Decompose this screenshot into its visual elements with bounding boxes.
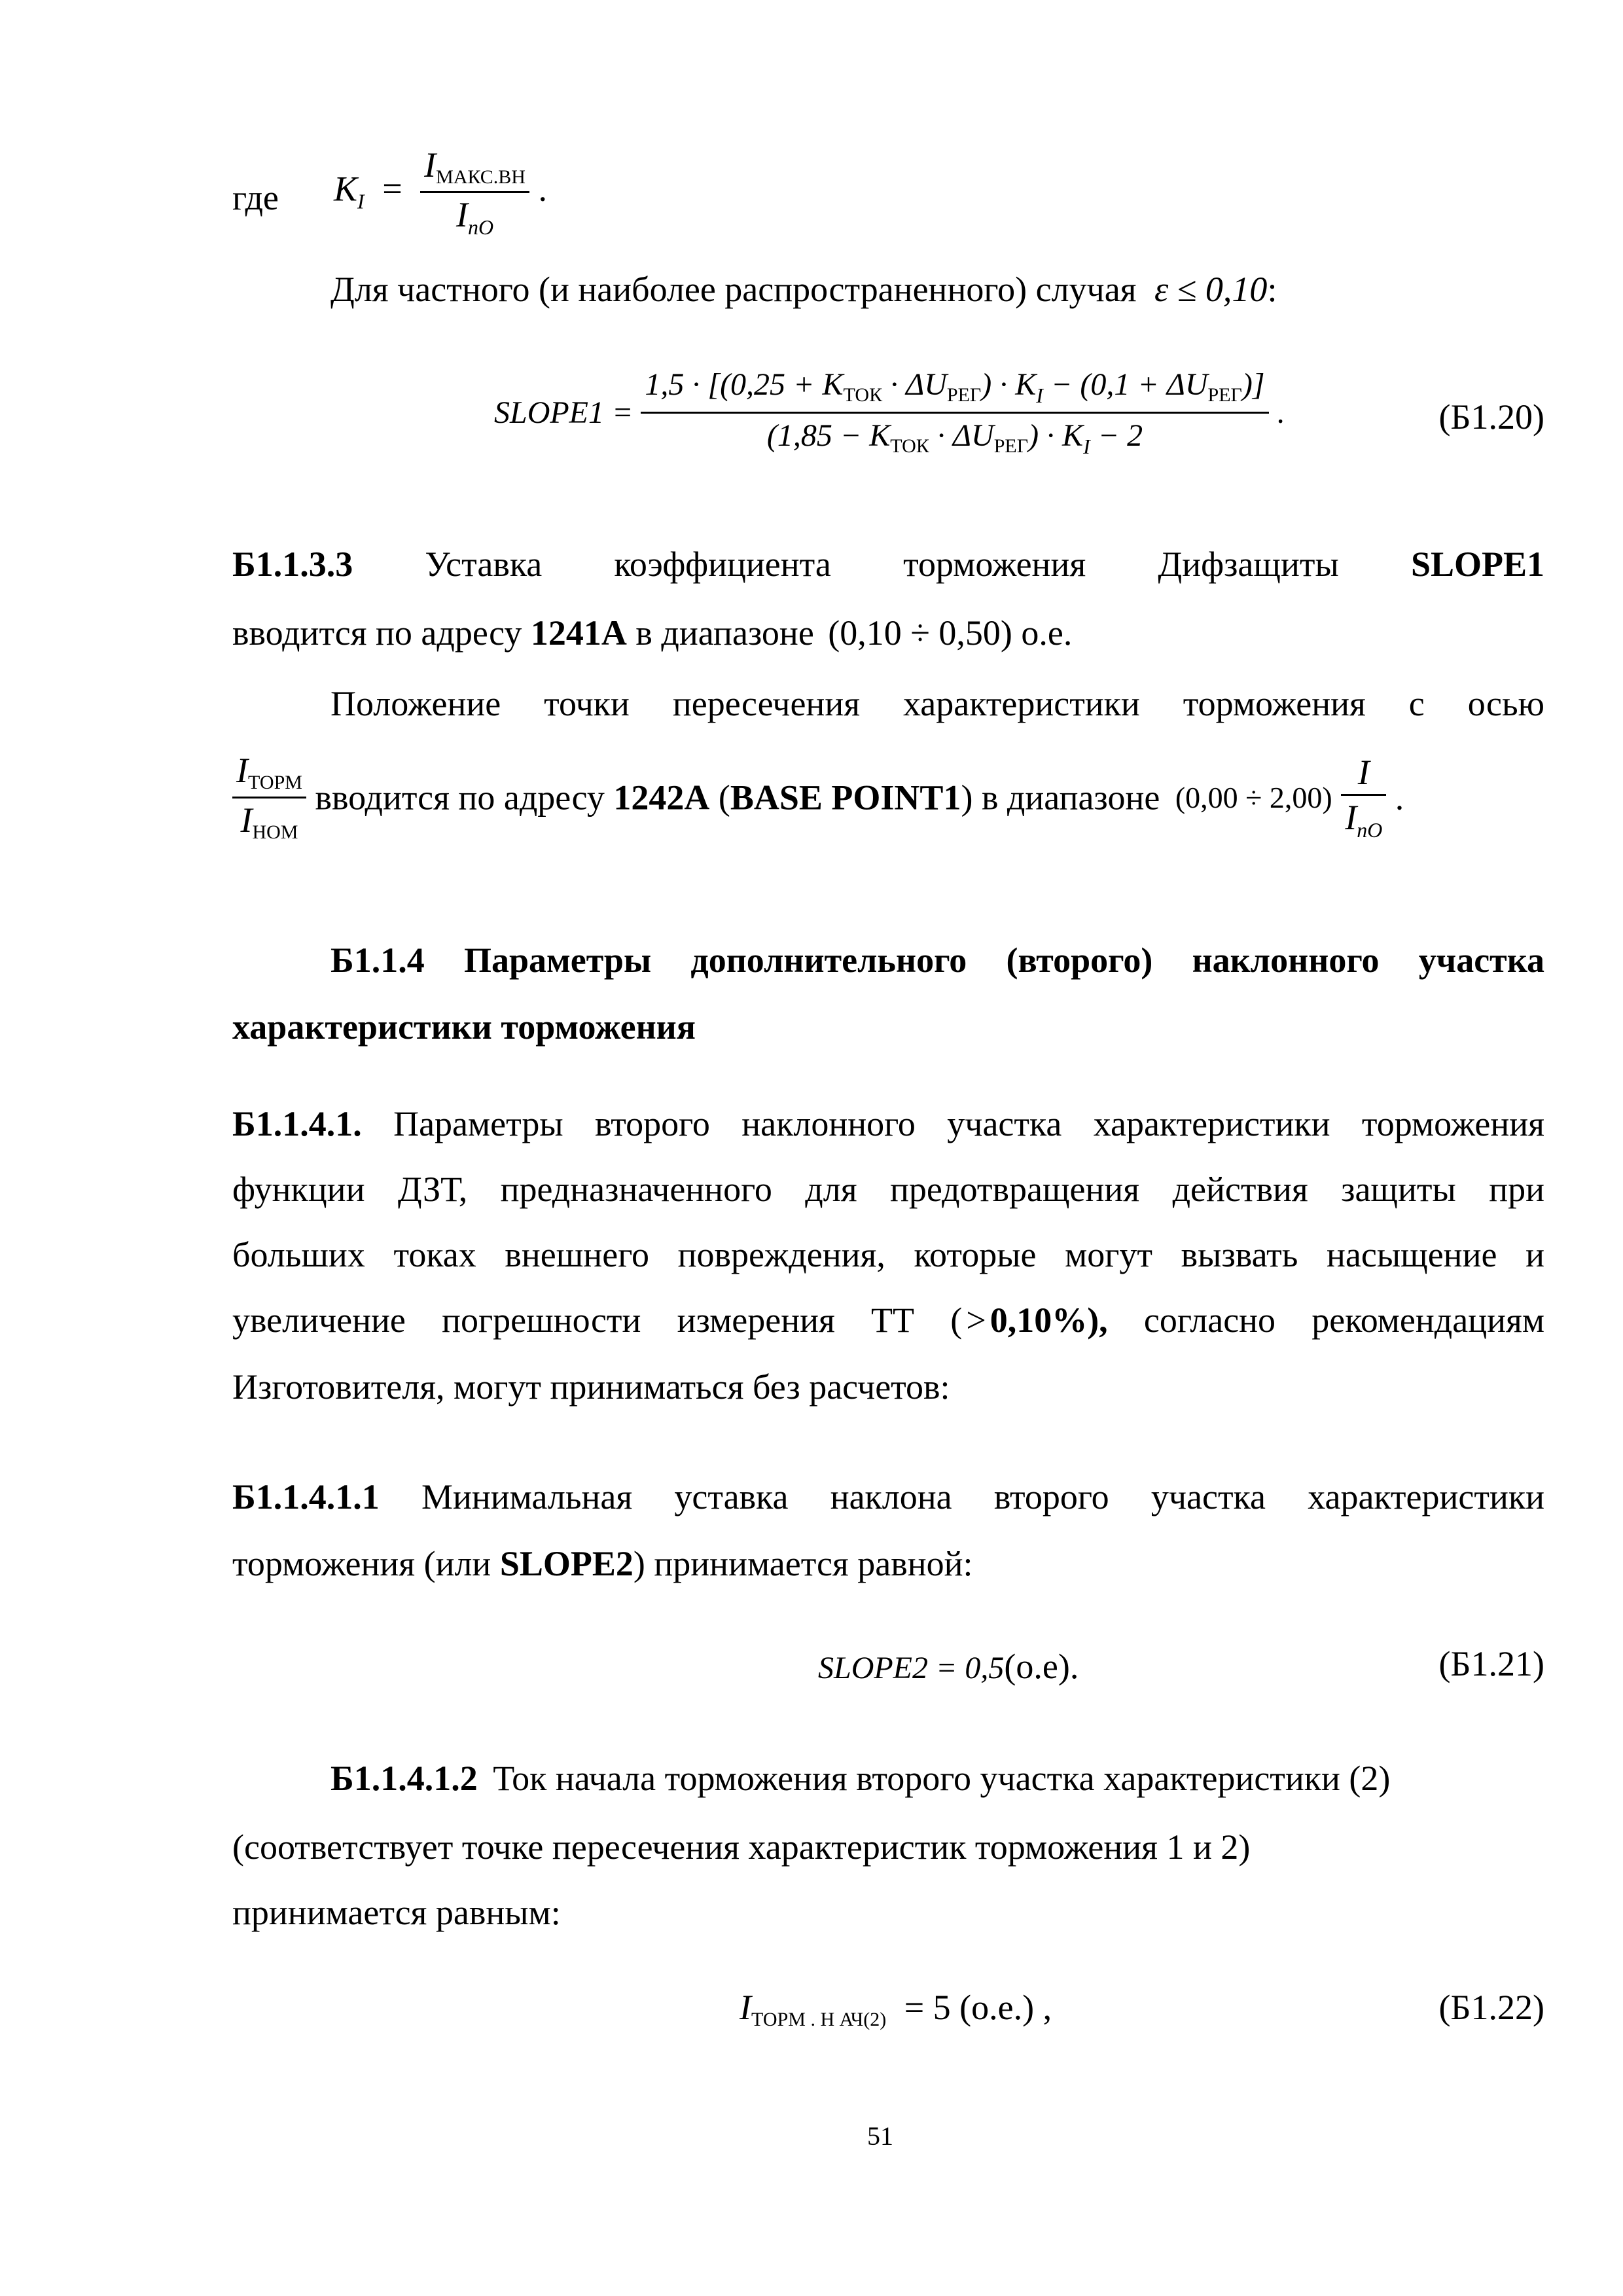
point-name: BASE POINT1 bbox=[730, 778, 961, 817]
s11412-line1: Б1.1.4.1.2 Ток начала торможения второго участка характеристики (2) bbox=[330, 1759, 1391, 1798]
s1133-text: Уставка коэффициента торможения Дифзащиты bbox=[425, 545, 1339, 584]
ki-formula bbox=[334, 147, 547, 238]
s11411-line2: торможения (или SLOPE2) принимается равной: bbox=[232, 1544, 973, 1583]
case-condition: ε ≤ 0,10 bbox=[1154, 270, 1268, 309]
formula-b1-21 bbox=[818, 1646, 1079, 1687]
case-text: Для частного (и наиболее распространенного) случая bbox=[330, 270, 1137, 309]
slope1-denominator: $(1,85 - K_{ТОК} \cdot \Delta U_{РЕГ}) \cdot K_I - 2$ bbox=[766, 418, 1143, 458]
s1133-unit: о.е. bbox=[1021, 613, 1073, 653]
itorm-sub: ТОРМ . Н АЧ(2) bbox=[751, 2009, 887, 2030]
s1141-line5: Изготовителя, могут приниматься без расчетов: bbox=[232, 1367, 950, 1407]
s11411-number: Б1.1.4.1.1 bbox=[232, 1477, 380, 1516]
s1133-line1 bbox=[232, 547, 1544, 582]
s1133-range: (0,10 ÷ 0,50) bbox=[828, 613, 1012, 653]
heading-b1-1-4-line1: Б1.1.4 Параметры дополнительного (второго) наклонного участка bbox=[330, 941, 1544, 980]
slope2-unit: (о.е). bbox=[1004, 1647, 1079, 1686]
ki-dot: . bbox=[538, 169, 547, 209]
s1141-threshold: 0,10% bbox=[990, 1300, 1088, 1340]
ki-den-sub: nO bbox=[467, 215, 494, 239]
s1141-line1: Б1.1.4.1. Параметры второго наклонного участка характеристики торможения bbox=[232, 1104, 1545, 1143]
formula-b1-20 bbox=[494, 367, 1285, 459]
formula-b1-22 bbox=[740, 1990, 1052, 2030]
s1141-line2: функции ДЗТ, предназначенного для предотвращения действия защиты при bbox=[232, 1170, 1544, 1209]
s1133-line2: вводится по адресу 1241А в диапазоне (0,10 ÷ 0,50) о.е. bbox=[232, 613, 1073, 653]
equation-number-b1-22: (Б1.22) bbox=[1438, 1988, 1544, 2027]
s11412-line3: принимается равным: bbox=[232, 1893, 561, 1932]
where-word: где bbox=[232, 178, 279, 217]
point-address: 1242А bbox=[613, 778, 710, 817]
heading-b1-1-4-line2: характеристики торможения bbox=[232, 1007, 696, 1047]
ki-lhs: K bbox=[334, 169, 358, 209]
point-line1: Положение точки пересечения характеристики торможения с осью bbox=[330, 684, 1544, 723]
slope1-fraction bbox=[641, 367, 1268, 459]
itorm-lhs: I bbox=[740, 1988, 751, 2027]
point-line2: $\frac{I_{ТОРМ}}{I_{НОМ}}$ вводится по адресу 1242А (BASE POINT1) в диапазоне (0,00 ÷ 2,00) $\frac{I}{I_{nO}}$ . bbox=[232, 753, 1404, 842]
slope1-numerator: $1,5 \cdot [(0,25 + K_{ТОК} \cdot \Delta U_{РЕГ}) \cdot K_I - (0,1 + \Delta U_{РЕГ})]$ bbox=[641, 367, 1268, 414]
case-paragraph bbox=[330, 272, 1277, 307]
point-unit-fraction: $\frac{I}{I_{nO}}$ bbox=[1341, 755, 1386, 840]
s11411-line1: Б1.1.4.1.1 Минимальная уставка наклона второго участка характеристики bbox=[232, 1477, 1545, 1516]
s1133-address: 1241А bbox=[530, 613, 627, 653]
s1133-number: Б1.1.3.3 bbox=[232, 545, 353, 584]
ki-fraction bbox=[420, 147, 529, 238]
equation-number-b1-21: (Б1.21) bbox=[1438, 1644, 1544, 1683]
page-number: 51 bbox=[867, 2121, 893, 2151]
s1141-line4: увеличение погрешности измерения ТТ ( > 0,10%), согласно рекомендациям bbox=[232, 1300, 1544, 1340]
ki-den: I bbox=[456, 195, 468, 234]
s1141-line3: больших токах внешнего повреждения, которые могут вызвать насыщение и bbox=[232, 1235, 1544, 1274]
s1133-slope1: SLOPE1 bbox=[1410, 545, 1545, 584]
s1141-number: Б1.1.4.1. bbox=[232, 1104, 362, 1143]
ki-num: I bbox=[424, 145, 437, 185]
case-colon: : bbox=[1267, 270, 1277, 309]
slope2-expr: SLOPE2 = 0,5 bbox=[818, 1651, 1005, 1685]
s11411-slope2: SLOPE2 bbox=[499, 1544, 633, 1583]
ki-num-sub: МАКС.ВН bbox=[436, 166, 526, 188]
s11412-line2: (соответствует точке пересечения характеристик торможения 1 и 2) bbox=[232, 1827, 1251, 1867]
ki-eq: = bbox=[382, 169, 402, 209]
s11412-number: Б1.1.4.1.2 bbox=[330, 1759, 478, 1798]
itorm-rhs: = 5 (о.е.) , bbox=[904, 1988, 1052, 2027]
equation-number-b1-20: (Б1.20) bbox=[1438, 397, 1544, 437]
point-range: (0,00 ÷ 2,00) bbox=[1175, 780, 1332, 814]
slope1-lhs: SLOPE1 = bbox=[494, 395, 633, 430]
ki-lhs-sub: I bbox=[357, 189, 365, 213]
slope1-dot: . bbox=[1276, 395, 1285, 430]
torm-nom-fraction: $\frac{I_{ТОРМ}}{I_{НОМ}}$ bbox=[232, 753, 306, 842]
